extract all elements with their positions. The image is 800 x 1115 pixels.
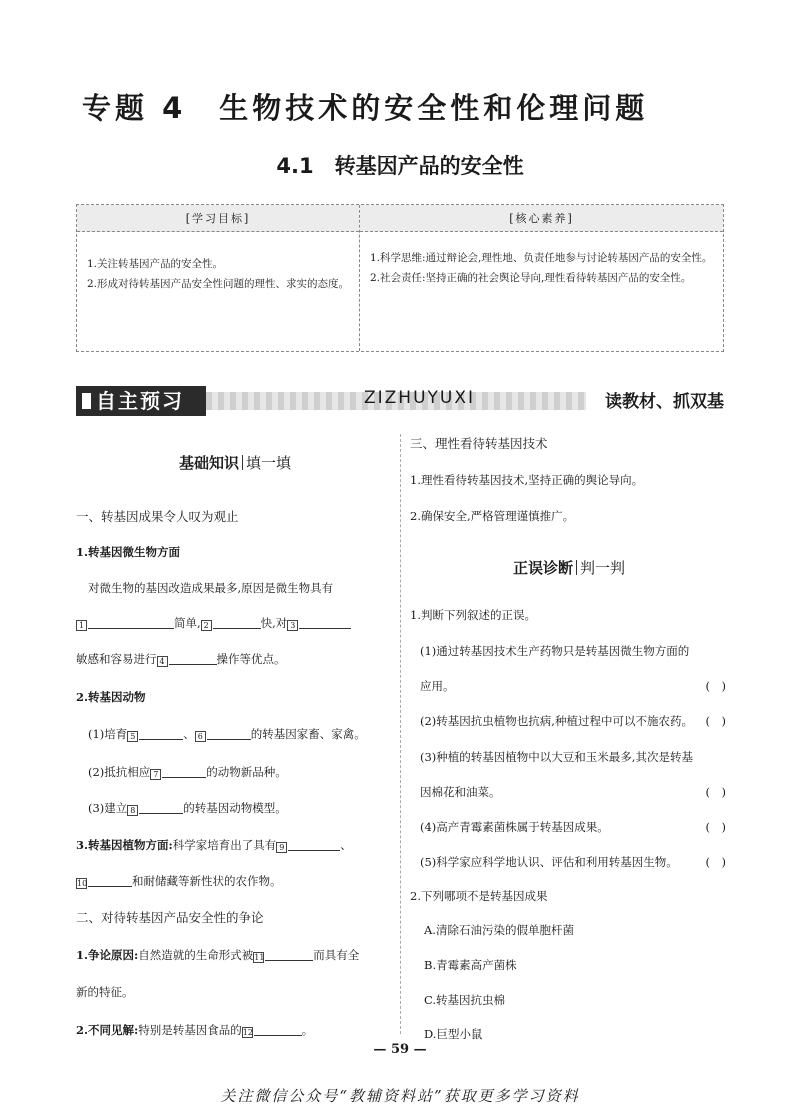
blank-9[interactable] xyxy=(288,839,340,851)
blank-10[interactable] xyxy=(88,875,132,887)
fill-line: (1)培育 5 、 6 的转基因家畜、家禽。 xyxy=(88,727,366,741)
basic-knowledge-heading xyxy=(76,452,394,473)
true-false-heading xyxy=(410,557,728,578)
blank-11[interactable] xyxy=(265,949,313,961)
fill-line: 1.争论原因:自然造就的生命形式被11 而具有全 xyxy=(76,948,360,962)
blank-6[interactable] xyxy=(207,728,251,740)
blank-5[interactable] xyxy=(139,728,183,740)
answer-paren[interactable]: ( ) xyxy=(705,785,726,799)
subsection-heading: 1.转基因微生物方面 xyxy=(76,545,181,559)
learning-goals-label: [学习目标] xyxy=(77,205,359,232)
fill-line: 2.不同见解:特别是转基因食品的12 。 xyxy=(76,1023,314,1037)
page-number: — 59 — xyxy=(373,1042,427,1057)
footer-note: 关注微信公众号“教辅资料站”获取更多学习资料 xyxy=(220,1087,580,1105)
answer-paren[interactable]: ( ) xyxy=(705,820,726,834)
blank-2[interactable] xyxy=(213,617,261,629)
blank-7[interactable] xyxy=(162,766,206,778)
fill-line: 敏感和容易进行 4 操作等优点。 xyxy=(76,652,286,666)
banner-title-box xyxy=(76,386,206,416)
heading-rest: 填一填 xyxy=(246,454,292,472)
statement: (5)科学家应科学地认识、评估和利用转基因生物。 ( ) xyxy=(420,855,726,869)
statement: (2)转基因抗虫植物也抗病,种植过程中可以不施农药。 ( ) xyxy=(420,714,726,728)
fill-line: 3.转基因植物方面:科学家培育出了具有 9 、 xyxy=(76,838,352,852)
option-a[interactable]: A.清除石油污染的假单胞杆菌 xyxy=(424,923,574,937)
core-literacy-column xyxy=(360,205,723,351)
banner-slogan: 读教材、抓双基 xyxy=(605,392,724,412)
blank-4[interactable] xyxy=(169,653,217,665)
column-divider xyxy=(400,434,401,1034)
heading-bold: 基础知识 xyxy=(178,454,239,472)
fill-line: (3)建立 8 的转基因动物模型。 xyxy=(88,801,287,815)
core-literacy-label: [核心素养] xyxy=(360,205,723,232)
paragraph: 2.确保安全,严格管理谨慎推广。 xyxy=(410,509,575,523)
answer-paren[interactable]: ( ) xyxy=(705,714,726,728)
banner-title: 自主预习 xyxy=(96,389,184,413)
learning-goal-item: 2.形成对待转基因产品安全性问题的理性、求实的态度。 xyxy=(87,278,350,290)
banner-pinyin: ZIZHUYUXI xyxy=(364,388,476,408)
fill-line: 10 和耐储藏等新性状的农作物。 xyxy=(77,874,282,888)
question-2: 2.下列哪项不是转基因成果 xyxy=(410,889,548,903)
section-banner xyxy=(76,384,724,418)
blank-3[interactable] xyxy=(299,617,351,629)
statement: 应用。 ( ) xyxy=(420,679,726,693)
statement: (4)高产青霉素菌株属于转基因成果。 ( ) xyxy=(420,820,726,834)
option-d[interactable]: D.巨型小鼠 xyxy=(424,1027,483,1041)
blank-12[interactable] xyxy=(254,1024,302,1036)
core-literacy-item: 1.科学思维:通过辩论会,理性地、负责任地参与讨论转基因产品的安全性。 xyxy=(370,252,713,264)
option-b[interactable]: B.青霉素高产菌株 xyxy=(424,958,517,972)
topic-title: 专题 4 生物技术的安全性和伦理问题 xyxy=(82,91,649,125)
statement: (3)种植的转基因植物中以大豆和玉米最多,其次是转基 xyxy=(420,750,693,764)
answer-paren[interactable]: ( ) xyxy=(705,855,726,869)
section-2-heading: 二、对待转基因产品安全性的争论 xyxy=(76,910,264,925)
section-1-heading: 一、转基因成果令人叹为观止 xyxy=(76,509,239,524)
learning-goals-column xyxy=(77,205,360,351)
blank-1[interactable] xyxy=(88,617,174,629)
heading-bold: 正误诊断 xyxy=(512,559,573,577)
question-1: 1.判断下列叙述的正误。 xyxy=(410,608,536,622)
option-c[interactable]: C.转基因抗虫棉 xyxy=(424,993,506,1007)
paragraph: 对微生物的基因改造成果最多,原因是微生物具有 xyxy=(88,581,334,595)
blank-8[interactable] xyxy=(139,802,183,814)
subsection-heading: 2.转基因动物 xyxy=(76,690,146,704)
section-3-heading: 三、理性看待转基因技术 xyxy=(410,436,548,451)
objectives-table xyxy=(76,204,724,352)
core-literacy-item: 2.社会责任:坚持正确的社会舆论导向,理性看待转基因产品的安全性。 xyxy=(370,272,692,284)
statement: (1)通过转基因技术生产药物只是转基因微生物方面的 xyxy=(420,644,690,658)
statement: 因棉花和油菜。 ( ) xyxy=(420,785,726,799)
paragraph: 1.理性看待转基因技术,坚持正确的舆论导向。 xyxy=(410,473,644,487)
learning-goal-item: 1.关注转基因产品的安全性。 xyxy=(87,258,224,270)
heading-rest: 判一判 xyxy=(580,559,626,577)
paragraph: 新的特征。 xyxy=(76,985,134,999)
fill-line: (2)抵抗相应 7 的动物新品种。 xyxy=(88,765,287,779)
fill-line: 1 简单, 2 快,对 3 xyxy=(76,616,351,631)
banner-square-icon xyxy=(82,393,91,409)
answer-paren[interactable]: ( ) xyxy=(705,679,726,693)
section-title: 4.1 转基因产品的安全性 xyxy=(276,154,524,178)
